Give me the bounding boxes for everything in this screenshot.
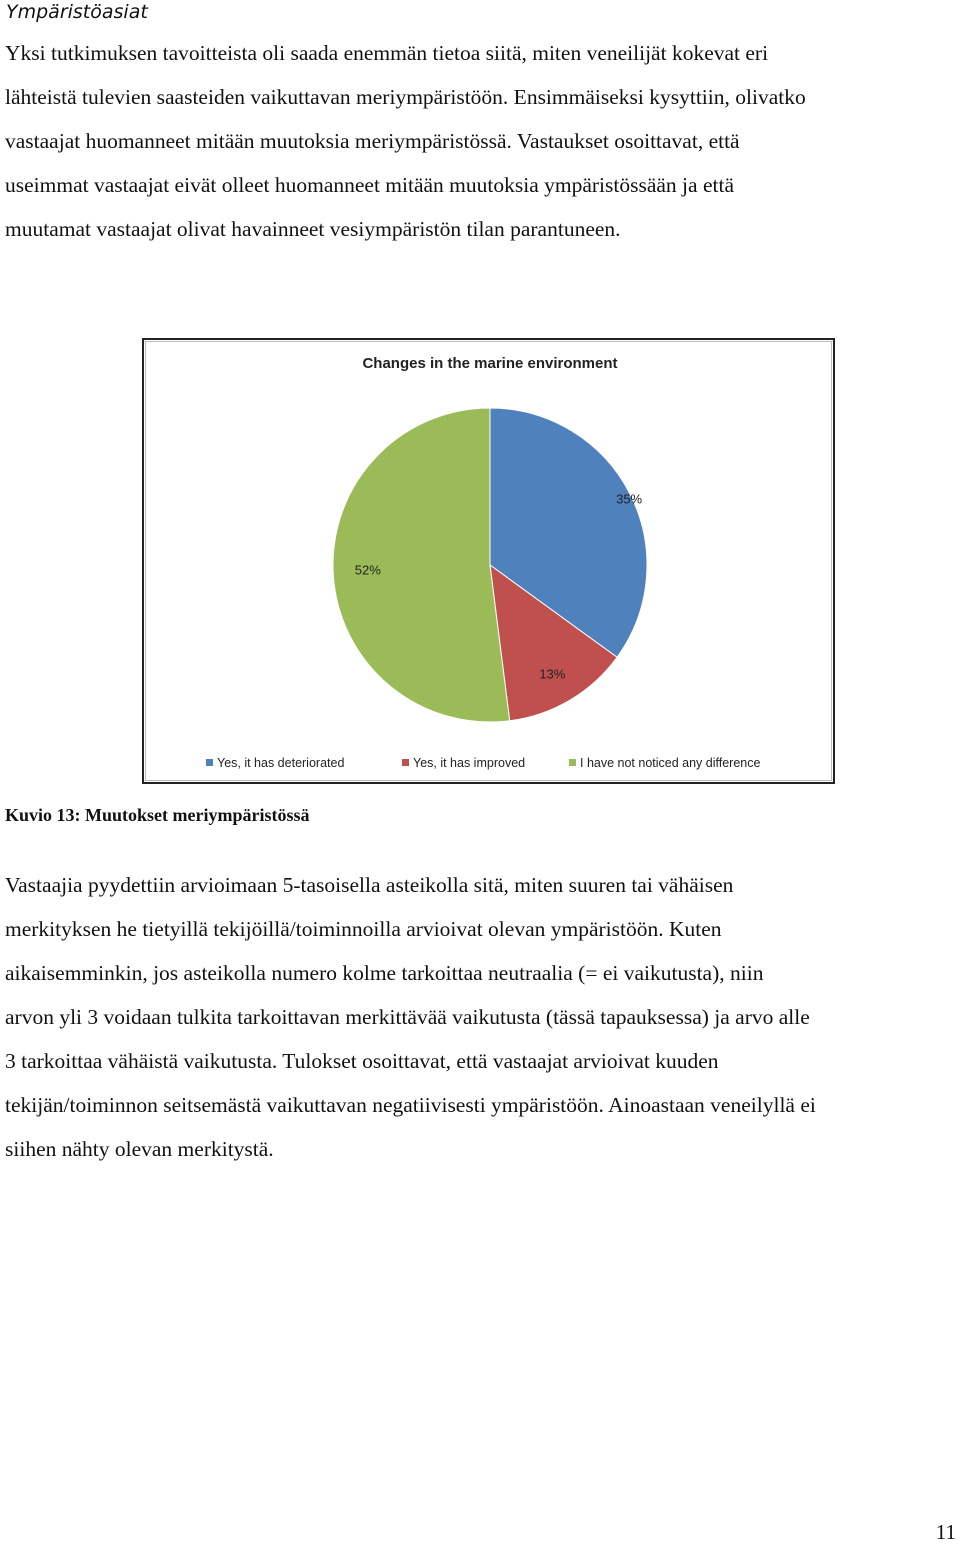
pie-chart xyxy=(144,340,837,786)
legend-swatch xyxy=(402,759,409,766)
paragraph-line: 3 tarkoittaa vähäistä vaikutusta. Tulokset osoittavat, että vastaajat arvioivat kuuden xyxy=(5,1049,719,1073)
legend-label: Yes, it has deteriorated xyxy=(217,756,345,770)
pie-chart-frame xyxy=(142,338,835,784)
paragraph-line: lähteistä tulevien saasteiden vaikuttavan meriympäristöön. Ensimmäiseksi kysyttiin, olivatko xyxy=(5,85,806,109)
page-number: 11 xyxy=(935,1520,956,1544)
paragraph-line: arvon yli 3 voidaan tulkita tarkoittavan merkittävää vaikutusta (tässä tapauksessa) ja arvo alle xyxy=(5,1005,810,1029)
paragraph-line: Yksi tutkimuksen tavoitteista oli saada enemmän tietoa siitä, miten veneilijät kokevat eri xyxy=(5,41,769,65)
paragraph-line: muutamat vastaajat olivat havainneet vesiympäristön tilan parantuneen. xyxy=(5,217,621,241)
paragraph-line: aikaisemminkin, jos asteikolla numero kolme tarkoittaa neutraalia (= ei vaikutusta), niin xyxy=(5,961,764,985)
paragraph-line: useimmat vastaajat eivät olleet huomanneet mitään muutoksia ympäristössään ja että xyxy=(5,173,734,197)
paragraph-line: vastaajat huomanneet mitään muutoksia meriympäristössä. Vastaukset osoittavat, että xyxy=(5,129,740,153)
legend-label: Yes, it has improved xyxy=(413,756,526,770)
slice-data-label: 13% xyxy=(539,666,566,682)
figure-caption: Kuvio 13: Muutokset meriympäristössä xyxy=(5,805,310,825)
section-heading: Ympäristöasiat xyxy=(6,1,148,23)
chart-title: Changes in the marine environment xyxy=(362,355,618,372)
intro-paragraph xyxy=(5,31,960,251)
legend-swatch xyxy=(206,759,213,766)
results-paragraph xyxy=(5,863,960,1171)
legend-swatch xyxy=(569,759,576,766)
paragraph-line: siihen nähty olevan merkitystä. xyxy=(5,1137,274,1161)
slice-data-label: 35% xyxy=(616,491,643,507)
slice-data-label: 52% xyxy=(354,562,381,578)
paragraph-line: merkityksen he tietyillä tekijöillä/toiminnoilla arvioivat olevan ympäristöön. Kuten xyxy=(5,917,722,941)
paragraph-line: tekijän/toiminnon seitsemästä vaikuttavan negatiivisesti ympäristöön. Ainoastaan veneilyllä ei xyxy=(5,1093,816,1117)
paragraph-line: Vastaajia pyydettiin arvioimaan 5-tasoisella asteikolla sitä, miten suuren tai vähäisen xyxy=(5,873,734,897)
legend-label: I have not noticed any difference xyxy=(580,756,761,770)
